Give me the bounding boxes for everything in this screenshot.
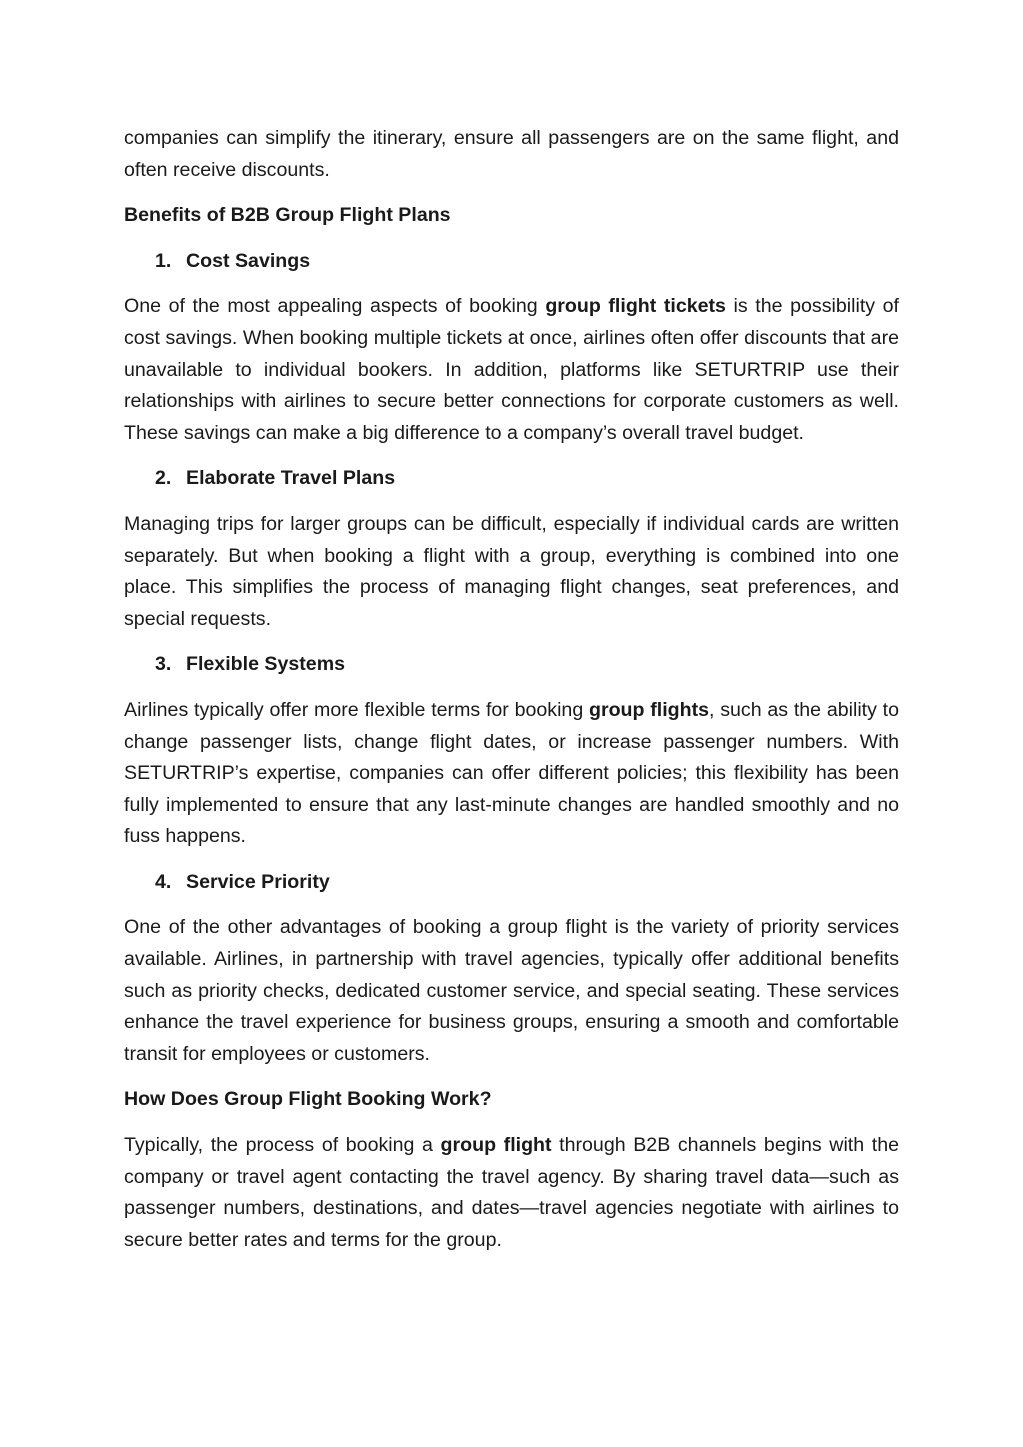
bold-term: group flights: [588, 698, 710, 721]
section-heading-cost-savings: [124, 246, 899, 278]
section-title: Flexible Systems: [186, 653, 346, 676]
list-number: 3.: [155, 653, 172, 676]
section-title: Cost Savings: [186, 249, 311, 272]
text-run: One of the most appealing aspects of booking: [124, 295, 546, 318]
benefits-heading: Benefits of B2B Group Flight Plans: [124, 204, 451, 227]
bold-term: group flight tickets: [545, 295, 726, 318]
list-number: 2.: [155, 467, 172, 490]
document-page: [124, 123, 899, 1270]
how-paragraph: [124, 1130, 899, 1256]
text-run: , such as the ability to change passenger lists, change flight dates, or increase passenger numbers. With SETURTRIP’s expertise, companies can offer different policies; this flexibility has been fully implemented to ensure that any last-minute changes are handled smoothly and no fuss happens.: [124, 698, 900, 848]
intro-paragraph: companies can simplify the itinerary, ensure all passengers are on the same flight, and often receive discounts.: [124, 127, 899, 181]
text-run: is the possibility of cost savings. When booking multiple tickets at once, airlines often offer discounts that are unavailable to individual bookers. In addition, platforms like SETURTRIP use their relationships with airlines to secure better connections for corporate customers as well. These savings can make a big difference to a company’s overall travel budget.: [124, 295, 899, 444]
flexible-systems-paragraph: [124, 695, 899, 853]
section-title: Service Priority: [186, 870, 330, 893]
list-number: 1.: [155, 249, 172, 272]
section-heading-service-priority: [124, 867, 899, 899]
how-heading: How Does Group Flight Booking Work?: [124, 1088, 492, 1111]
cost-savings-paragraph: [124, 291, 899, 449]
list-number: 4.: [155, 870, 172, 893]
bold-term: group flight: [440, 1134, 552, 1157]
travel-plans-paragraph: Managing trips for larger groups can be difficult, especially if individual cards are written separately. But when booking a flight with a group, everything is combined into one place. This simplifies the process of managing flight changes, seat preferences, and special requests.: [124, 512, 899, 630]
text-run: Typically, the process of booking a: [124, 1134, 441, 1157]
text-run: through B2B channels begins with the company or travel agent contacting the travel agency. By sharing travel data—such as passenger numbers, destinations, and dates—travel agencies negotiate with airlines to secure better rates and terms for the group.: [124, 1134, 899, 1251]
section-title: Elaborate Travel Plans: [186, 467, 396, 490]
text-run: Airlines typically offer more flexible terms for booking: [124, 698, 589, 721]
service-priority-paragraph: One of the other advantages of booking a group flight is the variety of priority services available. Airlines, in partnership with travel agencies, typically offer additional benefits such as priority checks, dedicated customer service, and special seating. These services enhance the travel experience for business groups, ensuring a smooth and comfortable transit for employees or customers.: [124, 916, 899, 1065]
section-heading-flexible-systems: [124, 649, 899, 681]
section-heading-travel-plans: [124, 463, 899, 495]
